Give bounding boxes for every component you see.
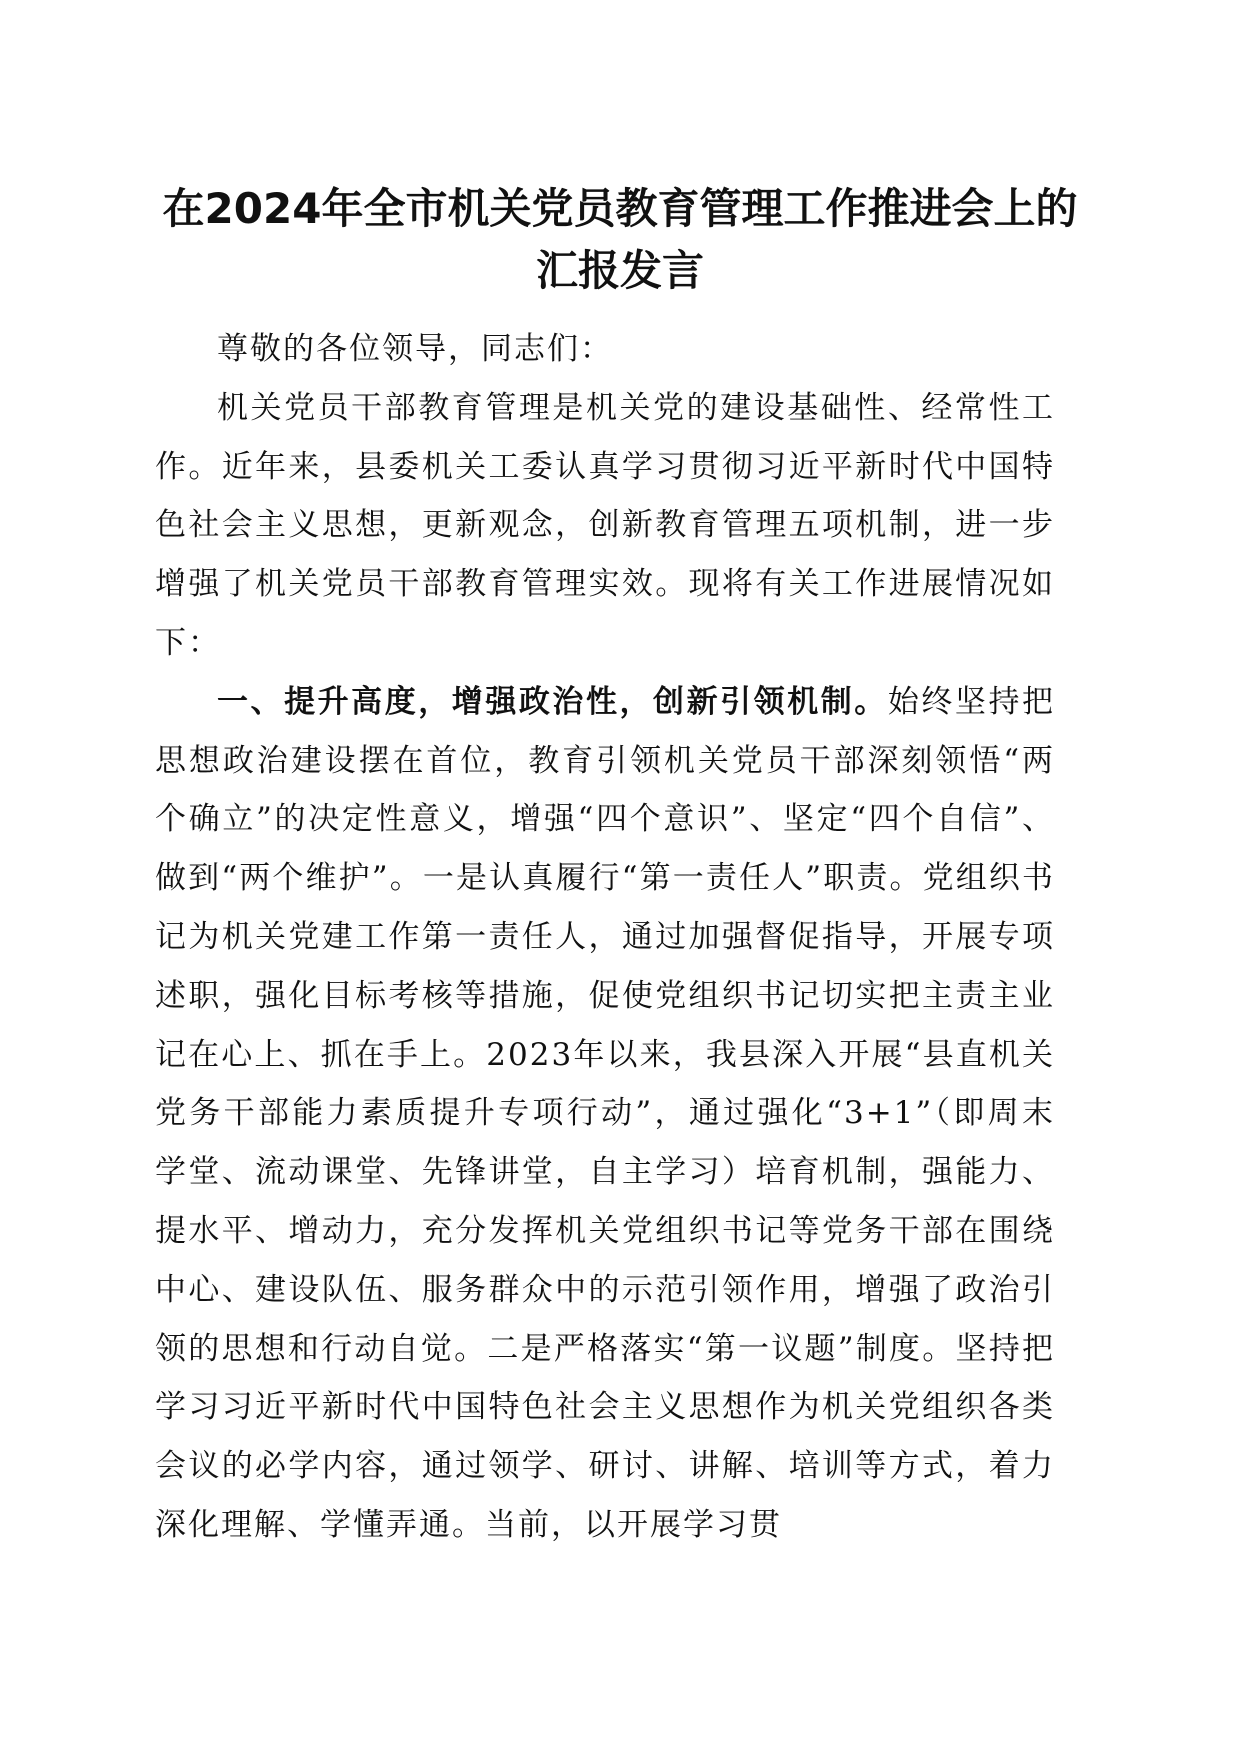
document-title: 在2024年全市机关党员教育管理工作推进会上的汇报发言 bbox=[162, 184, 1078, 295]
salutation: 尊敬的各位领导，同志们： bbox=[217, 331, 613, 367]
intro-paragraph: 机关党员干部教育管理是机关党的建设基础性、经常性工作。近年来，县委机关工委认真学习贯彻习近平新时代中国特色社会主义思想，更新观念，创新教育管理五项机制，进一步增强了机关党员干部教育管理实效。现将有关工作进展情况如下： bbox=[155, 389, 1055, 661]
section-1-paragraph bbox=[155, 673, 1055, 1555]
document-body bbox=[155, 320, 1055, 1555]
section-1-heading: 一、提升高度，增强政治性，创新引领机制。 bbox=[217, 683, 888, 720]
section-1-text: 始终坚持把思想政治建设摆在首位，教育引领机关党员干部深刻领悟“两个确立”的决定性意义，增强“四个意识”、坚定“四个自信”、做到“两个维护”。一是认真履行“第一责任人”职责。党组织书记为机关党建工作第一责任人，通过加强督促指导，开展专项述职，强化目标考核等措施，促使党组织书记切实把主责主业记在心上、抓在手上。2023年以来，我县深入开展“县直机关党务干部能力素质提升专项行动”，通过强化“3+1”（即周末学堂、流动课堂、先锋讲堂，自主学习）培育机制，强能力、提水平、增动力，充分发挥机关党组织书记等党务干部在围绕中心、建设队伍、服务群众中的示范引领作用，增强了政治引领的思想和行动自觉。二是严格落实“第一议题”制度。坚持把学习习近平新时代中国特色社会主义思想作为机关党组织各类会议的必学内容，通过领学、研讨、讲解、培训等方式，着力深化理解、学懂弄通。当前，以开展学习贯 bbox=[155, 683, 1056, 1543]
